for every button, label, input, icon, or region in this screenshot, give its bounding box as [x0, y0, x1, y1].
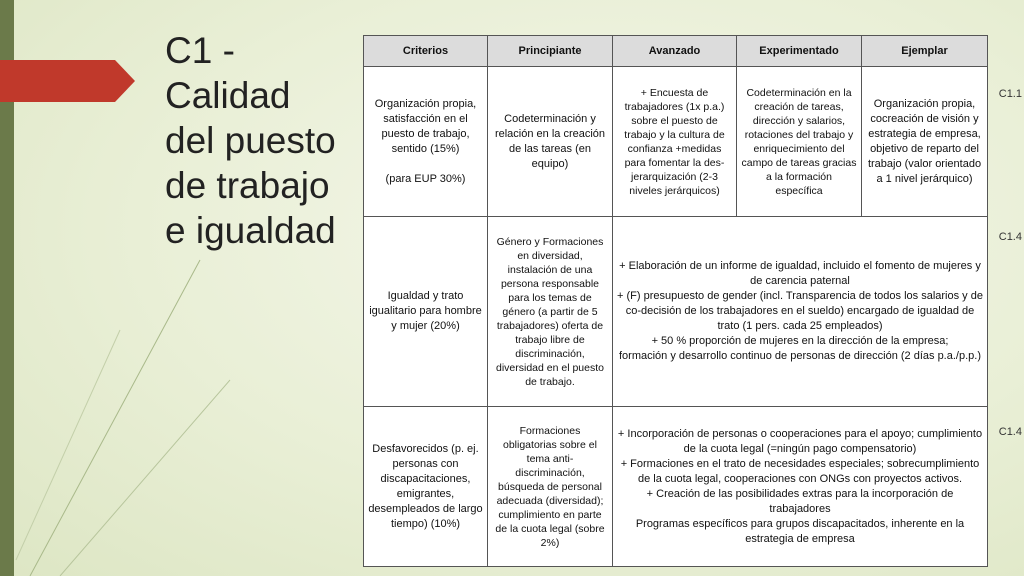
cell-criterio: Desfavorecidos (p. ej. personas con discapacitaciones, emigrantes, desempleados de largo tiempo) (10%)	[364, 407, 488, 567]
criteria-table	[363, 35, 988, 567]
table-header-row	[364, 36, 988, 67]
cell-criterio: Igualdad y trato igualitario para hombre y mujer (20%)	[364, 217, 488, 407]
table-row	[364, 407, 988, 567]
title-line: del puesto	[165, 120, 336, 161]
title-line: de trabajo	[165, 165, 330, 206]
cell-principiante: Codeterminación y relación en la creación de las tareas (en equipo)	[488, 67, 613, 217]
slide-title	[165, 28, 365, 253]
table-row	[364, 67, 988, 217]
cell-ejemplar: Organización propia, cocreación de visión y estrategia de empresa, objetivo de reparto del trabajo (valor orientado a 1 nivel jerárquico)	[862, 67, 988, 217]
header-experimentado: Experimentado	[737, 36, 862, 67]
title-line: e igualdad	[165, 210, 336, 251]
header-criterios: Criterios	[364, 36, 488, 67]
cell-experimentado: Codeterminación en la creación de tareas, dirección y salarios, rotaciones del trabajo y enriquecimiento del campo de tareas gracias a la formación específica	[737, 67, 862, 217]
cell-merged-levels: + Incorporación de personas o cooperaciones para el apoyo; cumplimiento de la cuota legal (=ningún pago compensatorio) + Formaciones en el trato de necesidades especiales; sobrecumplimiento de la cuota legal, cooperaciones con ONGs con proyectos activos. + Creación de las posibilidades extras para la incorporación de trabajadores Programas específicos para grupos discapacitados, inherente en la estrategia de empresa	[613, 407, 988, 567]
side-label: C1.4	[998, 231, 1022, 243]
cell-avanzado: + Encuesta de trabajadores (1x p.a.) sobre el puesto de trabajo y la cultura de confianza +medidas para fomentar la des-jerarquización (2-3 niveles jerárquicos)	[613, 67, 737, 217]
side-label: C1.4	[998, 426, 1022, 438]
header-avanzado: Avanzado	[613, 36, 737, 67]
cell-principiante: Género y Formaciones en diversidad, instalación de una persona responsable para los temas de género (a partir de 5 trabajadores) oferta de trabajo libre de discriminación, diversidad en el puesto de trabajo.	[488, 217, 613, 407]
title-line: C1 -	[165, 30, 235, 71]
cell-principiante: Formaciones obligatorias sobre el tema anti-discriminación, búsqueda de personal adecuada (diversidad); cumplimiento en parte de la cuota legal (sobre 2%)	[488, 407, 613, 567]
title-line: Calidad	[165, 75, 291, 116]
table-row	[364, 217, 988, 407]
cell-criterio: Organización propia, satisfacción en el puesto de trabajo, sentido (15%) (para EUP 30%)	[364, 67, 488, 217]
header-ejemplar: Ejemplar	[862, 36, 988, 67]
header-principiante: Principiante	[488, 36, 613, 67]
side-label: C1.1	[998, 88, 1022, 100]
cell-merged-levels: + Elaboración de un informe de igualdad, incluido el fomento de mujeres y de carencia paternal + (F) presupuesto de gender (incl. Transparencia de todos los salarios y de co-decisión de los trabajadores en el sueldo) encargado de igualdad de trato (1 pers. cada 25 empleados) + 50 % proporción de mujeres en la dirección de la empresa; formación y desarrollo continuo de personas de dirección (2 días p.a./p.p.)	[613, 217, 988, 407]
